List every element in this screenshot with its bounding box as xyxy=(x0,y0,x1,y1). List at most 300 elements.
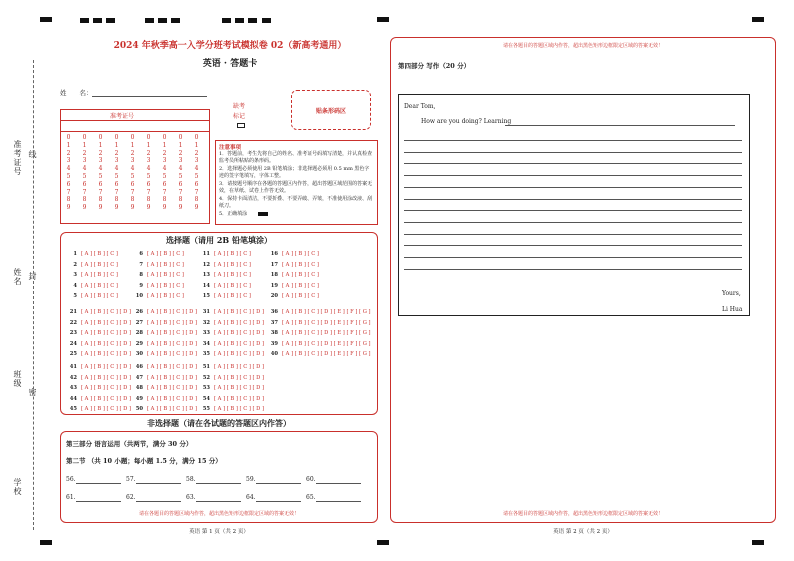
mc-question-row[interactable] xyxy=(67,406,131,412)
mc-question-row[interactable] xyxy=(133,293,184,299)
writing-line[interactable] xyxy=(404,140,742,141)
answer-options[interactable]: [ A ] [ B ] [ C ] [ D ] xyxy=(214,385,265,391)
digit-bubble[interactable]: 4 xyxy=(162,165,167,173)
digit-bubble[interactable]: 9 xyxy=(114,204,119,212)
answer-options[interactable]: [ A ] [ B ] [ C ] [ D ] xyxy=(81,330,132,336)
question-number: 19 xyxy=(270,282,278,289)
mc-question-row[interactable] xyxy=(133,251,184,257)
answer-options[interactable]: [ A ] [ B ] [ C ] [ D ] xyxy=(81,406,132,412)
answer-options[interactable]: [ A ] [ B ] [ C ] [ D ] xyxy=(147,340,198,347)
question-number: 16 xyxy=(270,251,278,257)
digit-bubble[interactable]: 2 xyxy=(66,149,71,157)
digit-bubble[interactable]: 7 xyxy=(114,188,119,196)
digit-bubble[interactable]: 5 xyxy=(162,172,167,180)
answer-options[interactable]: [ A ] [ B ] [ C ] xyxy=(214,282,251,289)
mc-question-row[interactable] xyxy=(67,341,131,347)
exam-number-column[interactable] xyxy=(144,134,153,212)
question-number: 12 xyxy=(202,261,210,268)
digit-bubble[interactable]: 5 xyxy=(98,172,103,180)
digit-bubble[interactable]: 7 xyxy=(82,188,87,196)
question-number: 49 xyxy=(135,395,143,402)
answer-options[interactable]: [ A ] [ B ] [ C ] [ D ] xyxy=(81,351,132,357)
digit-bubble[interactable]: 8 xyxy=(98,196,103,204)
digit-bubble[interactable]: 9 xyxy=(194,204,199,212)
answer-options[interactable]: [ A ] [ B ] [ C ] xyxy=(214,293,251,299)
digit-bubble[interactable]: 3 xyxy=(146,157,151,165)
answer-options[interactable]: [ A ] [ B ] [ C ] xyxy=(282,282,319,289)
barcode-label: 贴条形码区 xyxy=(315,108,346,115)
notes-item-4: 4．保持卡面清洁，不要折叠、不要弄破、弄皱，不准使用涂改液、刮纸刀。 xyxy=(219,196,373,209)
question-number: 47 xyxy=(135,374,143,381)
mc-question-row[interactable] xyxy=(268,293,319,299)
digit-bubble[interactable]: 9 xyxy=(66,204,71,212)
exam-number-column[interactable] xyxy=(80,134,89,212)
writing-line[interactable] xyxy=(404,245,742,246)
answer-options[interactable]: [ A ] [ B ] [ C ] xyxy=(282,251,319,257)
timing-mark xyxy=(145,18,154,23)
digit-bubble[interactable]: 1 xyxy=(98,141,103,149)
answer-options[interactable]: [ A ] [ B ] [ C ] xyxy=(81,293,118,299)
digit-bubble[interactable]: 7 xyxy=(66,188,71,196)
digit-bubble[interactable]: 8 xyxy=(194,196,199,204)
writing-line[interactable] xyxy=(404,210,742,211)
question-number: 45 xyxy=(69,406,77,412)
mc-question-row[interactable] xyxy=(133,375,197,381)
answer-options[interactable]: [ A ] [ B ] [ C ] [ D ] xyxy=(214,351,265,357)
digit-bubble[interactable]: 8 xyxy=(82,196,87,204)
answer-options[interactable]: [ A ] [ B ] [ C ] [ D ] xyxy=(81,340,132,347)
timing-mark xyxy=(235,18,244,23)
mc-question-row[interactable] xyxy=(67,283,118,289)
blank-number: 65. xyxy=(306,494,316,501)
answer-options[interactable]: [ A ] [ B ] [ C ] [ D ] xyxy=(81,319,132,326)
question-number: 28 xyxy=(135,330,143,336)
digit-bubble[interactable]: 6 xyxy=(178,180,183,188)
mc-question-row[interactable] xyxy=(133,309,197,315)
question-number: 29 xyxy=(135,340,143,347)
timing-mark xyxy=(93,18,102,23)
exam-number-column[interactable] xyxy=(112,134,121,212)
mc-question-row[interactable] xyxy=(200,351,264,357)
letter-opening: How are you doing? Learning xyxy=(421,118,512,125)
digit-bubble[interactable]: 6 xyxy=(82,180,87,188)
digit-bubble[interactable]: 9 xyxy=(178,204,183,212)
mc-question-row[interactable] xyxy=(200,293,251,299)
digit-bubble[interactable]: 1 xyxy=(114,141,119,149)
registration-mark xyxy=(752,540,764,545)
answer-options[interactable]: [ A ] [ B ] [ C ] [ D ] xyxy=(214,309,265,315)
answer-options[interactable]: [ A ] [ B ] [ C ] [ D ] xyxy=(214,374,265,381)
answer-options[interactable]: [ A ] [ B ] [ C ] [ D ] [ E ] [ F ] [ G ] xyxy=(282,309,371,315)
letter-salutation: Dear Tom, xyxy=(404,103,436,110)
question-number: 3 xyxy=(73,272,77,278)
question-number: 37 xyxy=(270,319,278,326)
question-number: 33 xyxy=(202,330,210,336)
timing-mark xyxy=(158,18,167,23)
writing-line[interactable] xyxy=(404,175,742,176)
digit-bubble[interactable]: 1 xyxy=(194,141,199,149)
digit-bubble[interactable]: 4 xyxy=(66,165,71,173)
digit-bubble[interactable]: 8 xyxy=(146,196,151,204)
question-number: 44 xyxy=(69,395,77,402)
question-number: 20 xyxy=(270,293,278,299)
exam-number-column[interactable] xyxy=(96,134,105,212)
mc-question-row[interactable] xyxy=(67,364,131,370)
blank-answer-line[interactable] xyxy=(256,501,301,502)
digit-bubble[interactable]: 0 xyxy=(130,134,135,141)
mc-question-row[interactable] xyxy=(67,309,131,315)
mc-question-row[interactable] xyxy=(200,364,264,370)
side-seal-line: 线 xyxy=(28,150,37,159)
digit-bubble[interactable]: 6 xyxy=(194,180,199,188)
digit-bubble[interactable]: 2 xyxy=(146,149,151,157)
digit-bubble[interactable]: 4 xyxy=(146,165,151,173)
mc-question-row[interactable] xyxy=(133,272,184,278)
mc-question-row[interactable] xyxy=(200,375,264,381)
part3-heading: 第三部分 语言运用（共两节，满分 30 分） xyxy=(66,440,193,448)
answer-options[interactable]: [ A ] [ B ] [ C ] xyxy=(282,293,319,299)
answer-options[interactable]: [ A ] [ B ] [ C ] [ D ] xyxy=(147,330,198,336)
binding-line xyxy=(33,60,34,530)
mc-question-row[interactable] xyxy=(67,351,131,357)
mc-question-row[interactable] xyxy=(67,262,118,268)
answer-options[interactable]: [ A ] [ B ] [ C ] [ D ] xyxy=(214,330,265,336)
digit-bubble[interactable]: 0 xyxy=(98,134,103,141)
question-number: 50 xyxy=(135,406,143,412)
question-number: 38 xyxy=(270,330,278,336)
digit-bubble[interactable]: 9 xyxy=(162,204,167,212)
exam-number-header-line xyxy=(60,120,210,121)
digit-bubble[interactable]: 1 xyxy=(146,141,151,149)
digit-bubble[interactable]: 5 xyxy=(66,172,71,180)
digit-bubble[interactable]: 3 xyxy=(178,157,183,165)
mc-question-row[interactable] xyxy=(268,351,371,357)
answer-options[interactable]: [ A ] [ B ] [ C ] [ D ] xyxy=(147,319,198,326)
digit-bubble[interactable]: 9 xyxy=(146,204,151,212)
digit-bubble[interactable]: 9 xyxy=(130,204,135,212)
mc-question-row[interactable] xyxy=(200,341,264,347)
side-label-school: 学校 xyxy=(13,478,22,496)
exam-number-column[interactable] xyxy=(160,134,169,212)
timing-mark xyxy=(262,18,271,23)
digit-bubble[interactable]: 7 xyxy=(130,188,135,196)
question-number: 27 xyxy=(135,319,143,326)
mc-question-row[interactable] xyxy=(200,272,251,278)
mc-question-row[interactable] xyxy=(268,330,371,336)
digit-bubble[interactable]: 0 xyxy=(178,134,183,141)
question-number: 54 xyxy=(202,395,210,402)
left-footer: 英语 第 1 页（共 2 页） xyxy=(189,529,249,535)
digit-bubble[interactable]: 4 xyxy=(82,165,87,173)
blank-number: 64. xyxy=(246,494,256,501)
blank-number: 62. xyxy=(126,494,136,501)
digit-bubble[interactable]: 0 xyxy=(82,134,87,141)
digit-bubble[interactable]: 2 xyxy=(98,149,103,157)
question-number: 24 xyxy=(69,340,77,347)
side-label-class: 班级 xyxy=(13,370,22,388)
mc-question-row[interactable] xyxy=(133,341,197,347)
mc-question-row[interactable] xyxy=(67,330,131,336)
digit-bubble[interactable]: 3 xyxy=(66,157,71,165)
blank-answer-line[interactable] xyxy=(76,501,121,502)
digit-bubble[interactable]: 5 xyxy=(114,172,119,180)
answer-options[interactable]: [ A ] [ B ] [ C ] [ D ] xyxy=(214,395,265,402)
writing-line[interactable] xyxy=(404,257,742,258)
mc-question-row[interactable] xyxy=(268,262,319,268)
mc-question-row[interactable] xyxy=(200,262,251,268)
digit-bubble[interactable]: 2 xyxy=(114,149,119,157)
digit-bubble[interactable]: 5 xyxy=(146,172,151,180)
digit-bubble[interactable]: 2 xyxy=(130,149,135,157)
answer-options[interactable]: [ A ] [ B ] [ C ] [ D ] xyxy=(81,309,132,315)
exam-number-column[interactable] xyxy=(64,134,73,212)
exam-number-column[interactable] xyxy=(176,134,185,212)
mc-question-row[interactable] xyxy=(200,251,251,257)
digit-bubble[interactable]: 8 xyxy=(114,196,119,204)
digit-bubble[interactable]: 8 xyxy=(178,196,183,204)
mc-question-row[interactable] xyxy=(268,272,319,278)
digit-bubble[interactable]: 6 xyxy=(66,180,71,188)
digit-bubble[interactable]: 9 xyxy=(98,204,103,212)
exam-number-column[interactable] xyxy=(128,134,137,212)
digit-bubble[interactable]: 7 xyxy=(146,188,151,196)
question-number: 55 xyxy=(202,406,210,412)
answer-options[interactable]: [ A ] [ B ] [ C ] [ D ] [ E ] [ F ] [ G ] xyxy=(282,319,371,326)
mc-question-row[interactable] xyxy=(133,385,197,391)
left-bottom-warning: 请在各题目的答题区域内作答，超出黑色矩形边框限定区域的答案无效！ xyxy=(138,511,299,517)
question-number: 36 xyxy=(270,309,278,315)
question-number: 39 xyxy=(270,340,278,347)
answer-options[interactable]: [ A ] [ B ] [ C ] [ D ] xyxy=(147,406,198,412)
digit-bubble[interactable]: 6 xyxy=(98,180,103,188)
mc-question-row[interactable] xyxy=(67,385,131,391)
digit-bubble[interactable]: 1 xyxy=(82,141,87,149)
question-number: 46 xyxy=(135,364,143,370)
answer-options[interactable]: [ A ] [ B ] [ C ] [ D ] xyxy=(147,374,198,381)
question-number: 15 xyxy=(202,293,210,299)
digit-bubble[interactable]: 0 xyxy=(162,134,167,141)
digit-bubble[interactable]: 1 xyxy=(162,141,167,149)
mc-question-row[interactable] xyxy=(268,251,319,257)
mc-question-row[interactable] xyxy=(133,262,184,268)
mc-question-row[interactable] xyxy=(200,385,264,391)
digit-bubble[interactable]: 6 xyxy=(146,180,151,188)
question-number: 25 xyxy=(69,351,77,357)
answer-options[interactable]: [ A ] [ B ] [ C ] [ D ] xyxy=(214,340,265,347)
digit-bubble[interactable]: 7 xyxy=(162,188,167,196)
answer-options[interactable]: [ A ] [ B ] [ C ] [ D ] xyxy=(81,364,132,370)
blank-number: 61. xyxy=(66,494,76,501)
answer-options[interactable]: [ A ] [ B ] [ C ] xyxy=(282,272,319,278)
timing-mark xyxy=(106,18,115,23)
answer-options[interactable]: [ A ] [ B ] [ C ] [ D ] xyxy=(81,395,132,402)
mc-question-row[interactable] xyxy=(67,320,131,326)
writing-line[interactable] xyxy=(404,163,742,164)
blank-number: 59. xyxy=(246,476,256,483)
digit-bubble[interactable]: 0 xyxy=(66,134,71,141)
mc-question-row[interactable] xyxy=(200,309,264,315)
digit-bubble[interactable]: 7 xyxy=(178,188,183,196)
blank-answer-line[interactable] xyxy=(76,483,121,484)
mc-question-row[interactable] xyxy=(133,330,197,336)
mc-question-row[interactable] xyxy=(200,406,264,412)
answer-options[interactable]: [ A ] [ B ] [ C ] [ D ] xyxy=(147,309,198,315)
digit-bubble[interactable]: 4 xyxy=(178,165,183,173)
answer-options[interactable]: [ A ] [ B ] [ C ] [ D ] xyxy=(147,395,198,402)
blank-answer-line[interactable] xyxy=(256,483,301,484)
notes-item-3: 3．请按题号顺序在各题的答题区内作答，超出答题区域范围的答案无效，在草纸、试卷上作答无效。 xyxy=(219,181,373,194)
answer-options[interactable]: [ A ] [ B ] [ C ] [ D ] xyxy=(147,385,198,391)
digit-bubble[interactable]: 8 xyxy=(66,196,71,204)
answer-options[interactable]: [ A ] [ B ] [ C ] xyxy=(147,272,184,278)
blank-answer-line[interactable] xyxy=(316,483,361,484)
answer-options[interactable]: [ A ] [ B ] [ C ] [ D ] xyxy=(214,406,265,412)
answer-options[interactable]: [ A ] [ B ] [ C ] xyxy=(147,261,184,268)
digit-bubble[interactable]: 2 xyxy=(82,149,87,157)
answer-options[interactable]: [ A ] [ B ] [ C ] [ D ] [ E ] [ F ] [ G ] xyxy=(282,351,371,357)
digit-bubble[interactable]: 7 xyxy=(194,188,199,196)
answer-options[interactable]: [ A ] [ B ] [ C ] [ D ] xyxy=(81,374,132,381)
answer-options[interactable]: [ A ] [ B ] [ C ] [ D ] xyxy=(81,385,132,391)
digit-bubble[interactable]: 6 xyxy=(114,180,119,188)
mc-question-row[interactable] xyxy=(67,375,131,381)
digit-bubble[interactable]: 7 xyxy=(98,188,103,196)
letter-closing: Yours, xyxy=(722,290,741,297)
mc-question-row[interactable] xyxy=(67,251,118,257)
digit-bubble[interactable]: 4 xyxy=(194,165,199,173)
answer-options[interactable]: [ A ] [ B ] [ C ] xyxy=(214,272,251,278)
digit-bubble[interactable]: 9 xyxy=(82,204,87,212)
answer-options[interactable]: [ A ] [ B ] [ C ] [ D ] xyxy=(214,364,265,370)
sheet-subtitle: 英语 · 答题卡 xyxy=(202,59,258,69)
answer-options[interactable]: [ A ] [ B ] [ C ] xyxy=(147,293,184,299)
writing-line[interactable] xyxy=(404,234,742,235)
digit-bubble[interactable]: 4 xyxy=(130,165,135,173)
mc-question-row[interactable] xyxy=(200,330,264,336)
writing-line[interactable] xyxy=(404,269,742,270)
writing-line[interactable] xyxy=(404,222,742,223)
question-number: 52 xyxy=(202,374,210,381)
blank-answer-line[interactable] xyxy=(136,483,181,484)
mc-question-row[interactable] xyxy=(67,293,118,299)
mc-question-row[interactable] xyxy=(200,320,264,326)
digit-bubble[interactable]: 1 xyxy=(178,141,183,149)
mc-question-row[interactable] xyxy=(268,283,319,289)
mc-question-row[interactable] xyxy=(133,283,184,289)
answer-options[interactable]: [ A ] [ B ] [ C ] [ D ] xyxy=(214,319,265,326)
blank-number: 63. xyxy=(186,494,196,501)
digit-bubble[interactable]: 8 xyxy=(162,196,167,204)
digit-bubble[interactable]: 0 xyxy=(194,134,199,141)
absent-checkbox[interactable] xyxy=(237,123,245,128)
side-seal-secret: 密 xyxy=(28,388,37,397)
question-number: 7 xyxy=(139,261,143,268)
digit-bubble[interactable]: 4 xyxy=(114,165,119,173)
digit-bubble[interactable]: 5 xyxy=(82,172,87,180)
writing-line[interactable] xyxy=(404,199,742,200)
answer-options[interactable]: [ A ] [ B ] [ C ] xyxy=(81,251,118,257)
answer-options[interactable]: [ A ] [ B ] [ C ] xyxy=(81,282,118,289)
exam-number-column[interactable] xyxy=(192,134,201,212)
question-number: 11 xyxy=(202,251,210,257)
question-number: 13 xyxy=(202,272,210,278)
answer-options[interactable]: [ A ] [ B ] [ C ] xyxy=(282,261,319,268)
blank-answer-line[interactable] xyxy=(316,501,361,502)
timing-mark xyxy=(171,18,180,23)
mc-question-row[interactable] xyxy=(133,406,197,412)
mc-question-row[interactable] xyxy=(268,320,371,326)
mc-question-row[interactable] xyxy=(133,351,197,357)
question-number: 48 xyxy=(135,385,143,391)
answer-options[interactable]: [ A ] [ B ] [ C ] [ D ] [ E ] [ F ] [ G ] xyxy=(282,330,371,336)
answer-options[interactable]: [ A ] [ B ] [ C ] xyxy=(81,261,118,268)
digit-bubble[interactable]: 4 xyxy=(98,165,103,173)
blank-answer-line[interactable] xyxy=(196,501,241,502)
digit-bubble[interactable]: 6 xyxy=(162,180,167,188)
digit-bubble[interactable]: 3 xyxy=(98,157,103,165)
answer-options[interactable]: [ A ] [ B ] [ C ] [ D ] xyxy=(147,351,198,357)
question-number: 4 xyxy=(73,282,77,289)
digit-bubble[interactable]: 2 xyxy=(178,149,183,157)
digit-bubble[interactable]: 3 xyxy=(130,157,135,165)
mc-question-row[interactable] xyxy=(67,272,118,278)
question-number: 18 xyxy=(270,272,278,278)
mc-question-row[interactable] xyxy=(200,283,251,289)
digit-bubble[interactable]: 1 xyxy=(130,141,135,149)
mc-question-row[interactable] xyxy=(268,341,371,347)
answer-options[interactable]: [ A ] [ B ] [ C ] xyxy=(214,251,251,257)
answer-options[interactable]: [ A ] [ B ] [ C ] [ D ] [ E ] [ F ] [ G ] xyxy=(282,340,371,347)
digit-bubble[interactable]: 3 xyxy=(194,157,199,165)
digit-bubble[interactable]: 3 xyxy=(162,157,167,165)
question-number: 41 xyxy=(69,364,77,370)
answer-options[interactable]: [ A ] [ B ] [ C ] [ D ] xyxy=(147,364,198,370)
digit-bubble[interactable]: 1 xyxy=(66,141,71,149)
mc-question-row[interactable] xyxy=(200,396,264,402)
digit-bubble[interactable]: 5 xyxy=(194,172,199,180)
digit-bubble[interactable]: 5 xyxy=(178,172,183,180)
answer-options[interactable]: [ A ] [ B ] [ C ] xyxy=(147,251,184,257)
writing-line[interactable] xyxy=(505,125,735,126)
answer-options[interactable]: [ A ] [ B ] [ C ] xyxy=(147,282,184,289)
digit-bubble[interactable]: 5 xyxy=(130,172,135,180)
mc-question-row[interactable] xyxy=(133,320,197,326)
mc-question-row[interactable] xyxy=(268,309,371,315)
writing-line[interactable] xyxy=(404,187,742,188)
writing-line[interactable] xyxy=(404,152,742,153)
blank-answer-line[interactable] xyxy=(136,501,181,502)
digit-bubble[interactable]: 8 xyxy=(130,196,135,204)
question-number: 8 xyxy=(139,272,143,278)
mc-question-row[interactable] xyxy=(133,396,197,402)
digit-bubble[interactable]: 6 xyxy=(130,180,135,188)
mc-question-row[interactable] xyxy=(67,396,131,402)
question-number: 5 xyxy=(73,293,77,299)
digit-bubble[interactable]: 3 xyxy=(82,157,87,165)
name-field[interactable] xyxy=(92,96,207,97)
mc-question-row[interactable] xyxy=(133,364,197,370)
digit-bubble[interactable]: 0 xyxy=(146,134,151,141)
name-label: 姓 名： xyxy=(60,89,93,97)
sheet-title: 2024 年秋季高一入学分班考试模拟卷 02（新高考通用） xyxy=(113,41,347,51)
answer-options[interactable]: [ A ] [ B ] [ C ] xyxy=(214,261,251,268)
digit-bubble[interactable]: 3 xyxy=(114,157,119,165)
blank-answer-line[interactable] xyxy=(196,483,241,484)
digit-bubble[interactable]: 0 xyxy=(114,134,119,141)
answer-options[interactable]: [ A ] [ B ] [ C ] xyxy=(81,272,118,278)
digit-bubble[interactable]: 2 xyxy=(194,149,199,157)
digit-bubble[interactable]: 2 xyxy=(162,149,167,157)
